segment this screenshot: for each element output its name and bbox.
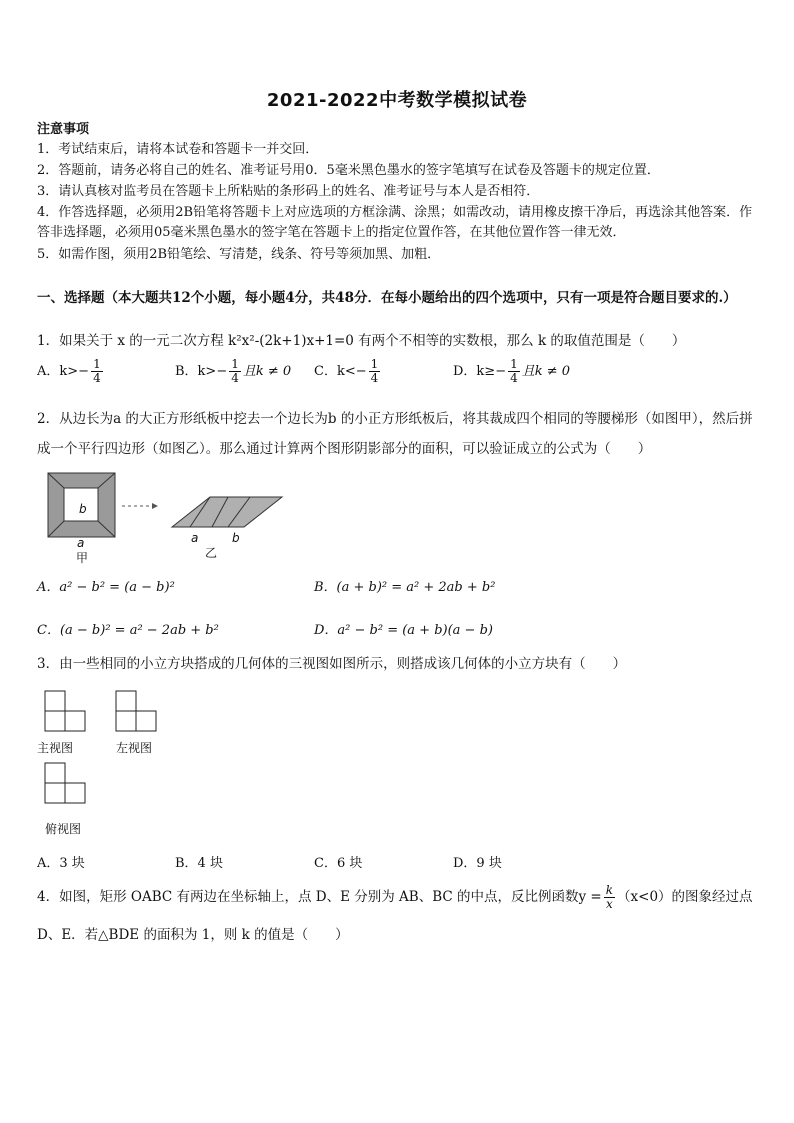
fraction-numerator: 1 bbox=[231, 357, 239, 371]
notes-heading: 注意事项 bbox=[37, 122, 90, 137]
cube-face bbox=[65, 711, 85, 731]
question-4-stem bbox=[37, 880, 753, 914]
note-item: 1．考试结束后，请将本试卷和答题卡一并交回． bbox=[37, 142, 319, 157]
arrow-head-icon bbox=[152, 503, 158, 509]
q1-option-a-label: A．k>− bbox=[37, 364, 90, 379]
q1-option-b-label: B．k>− bbox=[175, 364, 228, 379]
label-yi: 乙 bbox=[205, 546, 218, 560]
fraction-denominator: 4 bbox=[510, 371, 518, 385]
cube-face bbox=[136, 711, 156, 731]
q3-option-d[interactable]: D．9 块 bbox=[453, 856, 502, 871]
q4-text-part2: （x<0）的图象经过点 bbox=[617, 889, 753, 905]
parallelogram-shaded bbox=[172, 497, 282, 527]
q1-option-d[interactable] bbox=[453, 358, 570, 385]
label-a2: a bbox=[191, 531, 199, 545]
cube-face bbox=[45, 763, 65, 783]
note-item: 2．答题前，请务必将自己的姓名、准考证号用0．5毫米黑色墨水的签字笔填写在试卷及答题卡的规定位置． bbox=[37, 163, 660, 178]
question-2-stem: 2．从边长为a 的大正方形纸板中挖去一个边长为b 的小正方形纸板后，将其裁成四个相同的等腰梯形（如图甲），然后拼成一个平行四边形（如图乙）。那么通过计算两个图形阴影部分的面积，可以验证成立的公式为（ ） bbox=[37, 411, 753, 457]
q1-option-c[interactable] bbox=[314, 358, 382, 385]
fraction bbox=[369, 358, 381, 385]
label-jia: 甲 bbox=[76, 551, 89, 565]
q3-option-b[interactable]: B．4 块 bbox=[175, 856, 223, 871]
note-item: 3．请认真核对监考员在答题卡上所粘贴的条形码上的姓名、准考证号与本人是否相符． bbox=[37, 184, 540, 199]
section-heading: 一、选择题（本大题共12个小题，每小题4分，共48分．在每小题给出的四个选项中，只有一项是符合题目要求的.） bbox=[37, 290, 737, 306]
fraction-denominator: 4 bbox=[370, 371, 379, 385]
q1-option-a[interactable] bbox=[37, 358, 105, 385]
q1-option-b-condition: 且k ≠ 0 bbox=[242, 364, 292, 379]
fraction-numerator: 1 bbox=[370, 357, 379, 371]
q2-option-a[interactable]: A．a² − b² = (a − b)² bbox=[37, 580, 175, 595]
cube-face bbox=[116, 711, 136, 731]
question-3-stem: 3．由一些相同的小立方块搭成的几何体的三视图如图所示，则搭成该几何体的小立方块有（ ） bbox=[37, 656, 627, 672]
note-item: 4．作答选择题，必须用2B铅笔将答题卡上对应选项的方框涂满、涂黑；如需改动，请用橡皮擦干净后，再选涂其他答案．作答非选择题，必须用05毫米黑色墨水的签字笔在答题卡上的指定位置作答，在其他位置作答一律无效． bbox=[37, 205, 753, 240]
q2-option-d[interactable]: D．a² − b² = (a + b)(a − b) bbox=[314, 623, 493, 638]
cube-face bbox=[116, 691, 136, 711]
q1-option-c-label: C．k<− bbox=[314, 364, 367, 379]
q3-option-c[interactable]: C．6 块 bbox=[314, 856, 363, 871]
fraction bbox=[508, 358, 520, 385]
q3-option-a[interactable]: A．3 块 bbox=[37, 856, 85, 871]
question-1-stem: 1．如果关于 x 的一元二次方程 k²x²-(2k+1)x+1=0 有两个不相等的实数根，那么 k 的取值范围是（ ） bbox=[37, 333, 686, 349]
label-b2: b bbox=[232, 531, 240, 545]
exam-title: 2021-2022中考数学模拟试卷 bbox=[266, 90, 528, 111]
q1-option-b[interactable] bbox=[175, 358, 291, 385]
fraction bbox=[604, 884, 615, 911]
fraction-denominator: 4 bbox=[93, 371, 101, 385]
cube-face bbox=[45, 783, 65, 803]
fraction bbox=[91, 358, 103, 385]
top-view-label: 俯视图 bbox=[45, 822, 82, 836]
fraction-numerator: k bbox=[605, 883, 614, 897]
q2-option-c[interactable]: C．(a − b)² = a² − 2ab + b² bbox=[37, 623, 219, 638]
side-view-label: 左视图 bbox=[116, 741, 153, 755]
q1-option-d-condition: 且k ≠ 0 bbox=[521, 364, 571, 379]
q2-option-b[interactable]: B．(a + b)² = a² + 2ab + b² bbox=[314, 580, 496, 595]
fraction-numerator: 1 bbox=[93, 357, 101, 371]
question-4-stem-line2: D、E．若△BDE 的面积为 1，则 k 的值是（ ） bbox=[37, 927, 349, 943]
fraction bbox=[229, 358, 241, 385]
fraction-numerator: 1 bbox=[510, 357, 518, 371]
q4-text-part1: 4．如图，矩形 OABC 有两边在坐标轴上，点 D、E 分别为 AB、BC 的中点，反比例函数y = bbox=[37, 889, 602, 905]
note-item: 5．如需作图，须用2B铅笔绘、写清楚，线条、符号等须加黑、加粗． bbox=[37, 247, 441, 262]
front-view-label: 主视图 bbox=[37, 741, 74, 755]
fraction-denominator: x bbox=[605, 897, 613, 911]
q1-option-d-label: D．k≥− bbox=[453, 364, 507, 379]
fraction-denominator: 4 bbox=[231, 371, 239, 385]
label-a: a bbox=[77, 536, 85, 550]
label-b: b bbox=[79, 502, 87, 516]
cube-face bbox=[65, 783, 85, 803]
cube-face bbox=[45, 691, 65, 711]
cube-face bbox=[45, 711, 65, 731]
